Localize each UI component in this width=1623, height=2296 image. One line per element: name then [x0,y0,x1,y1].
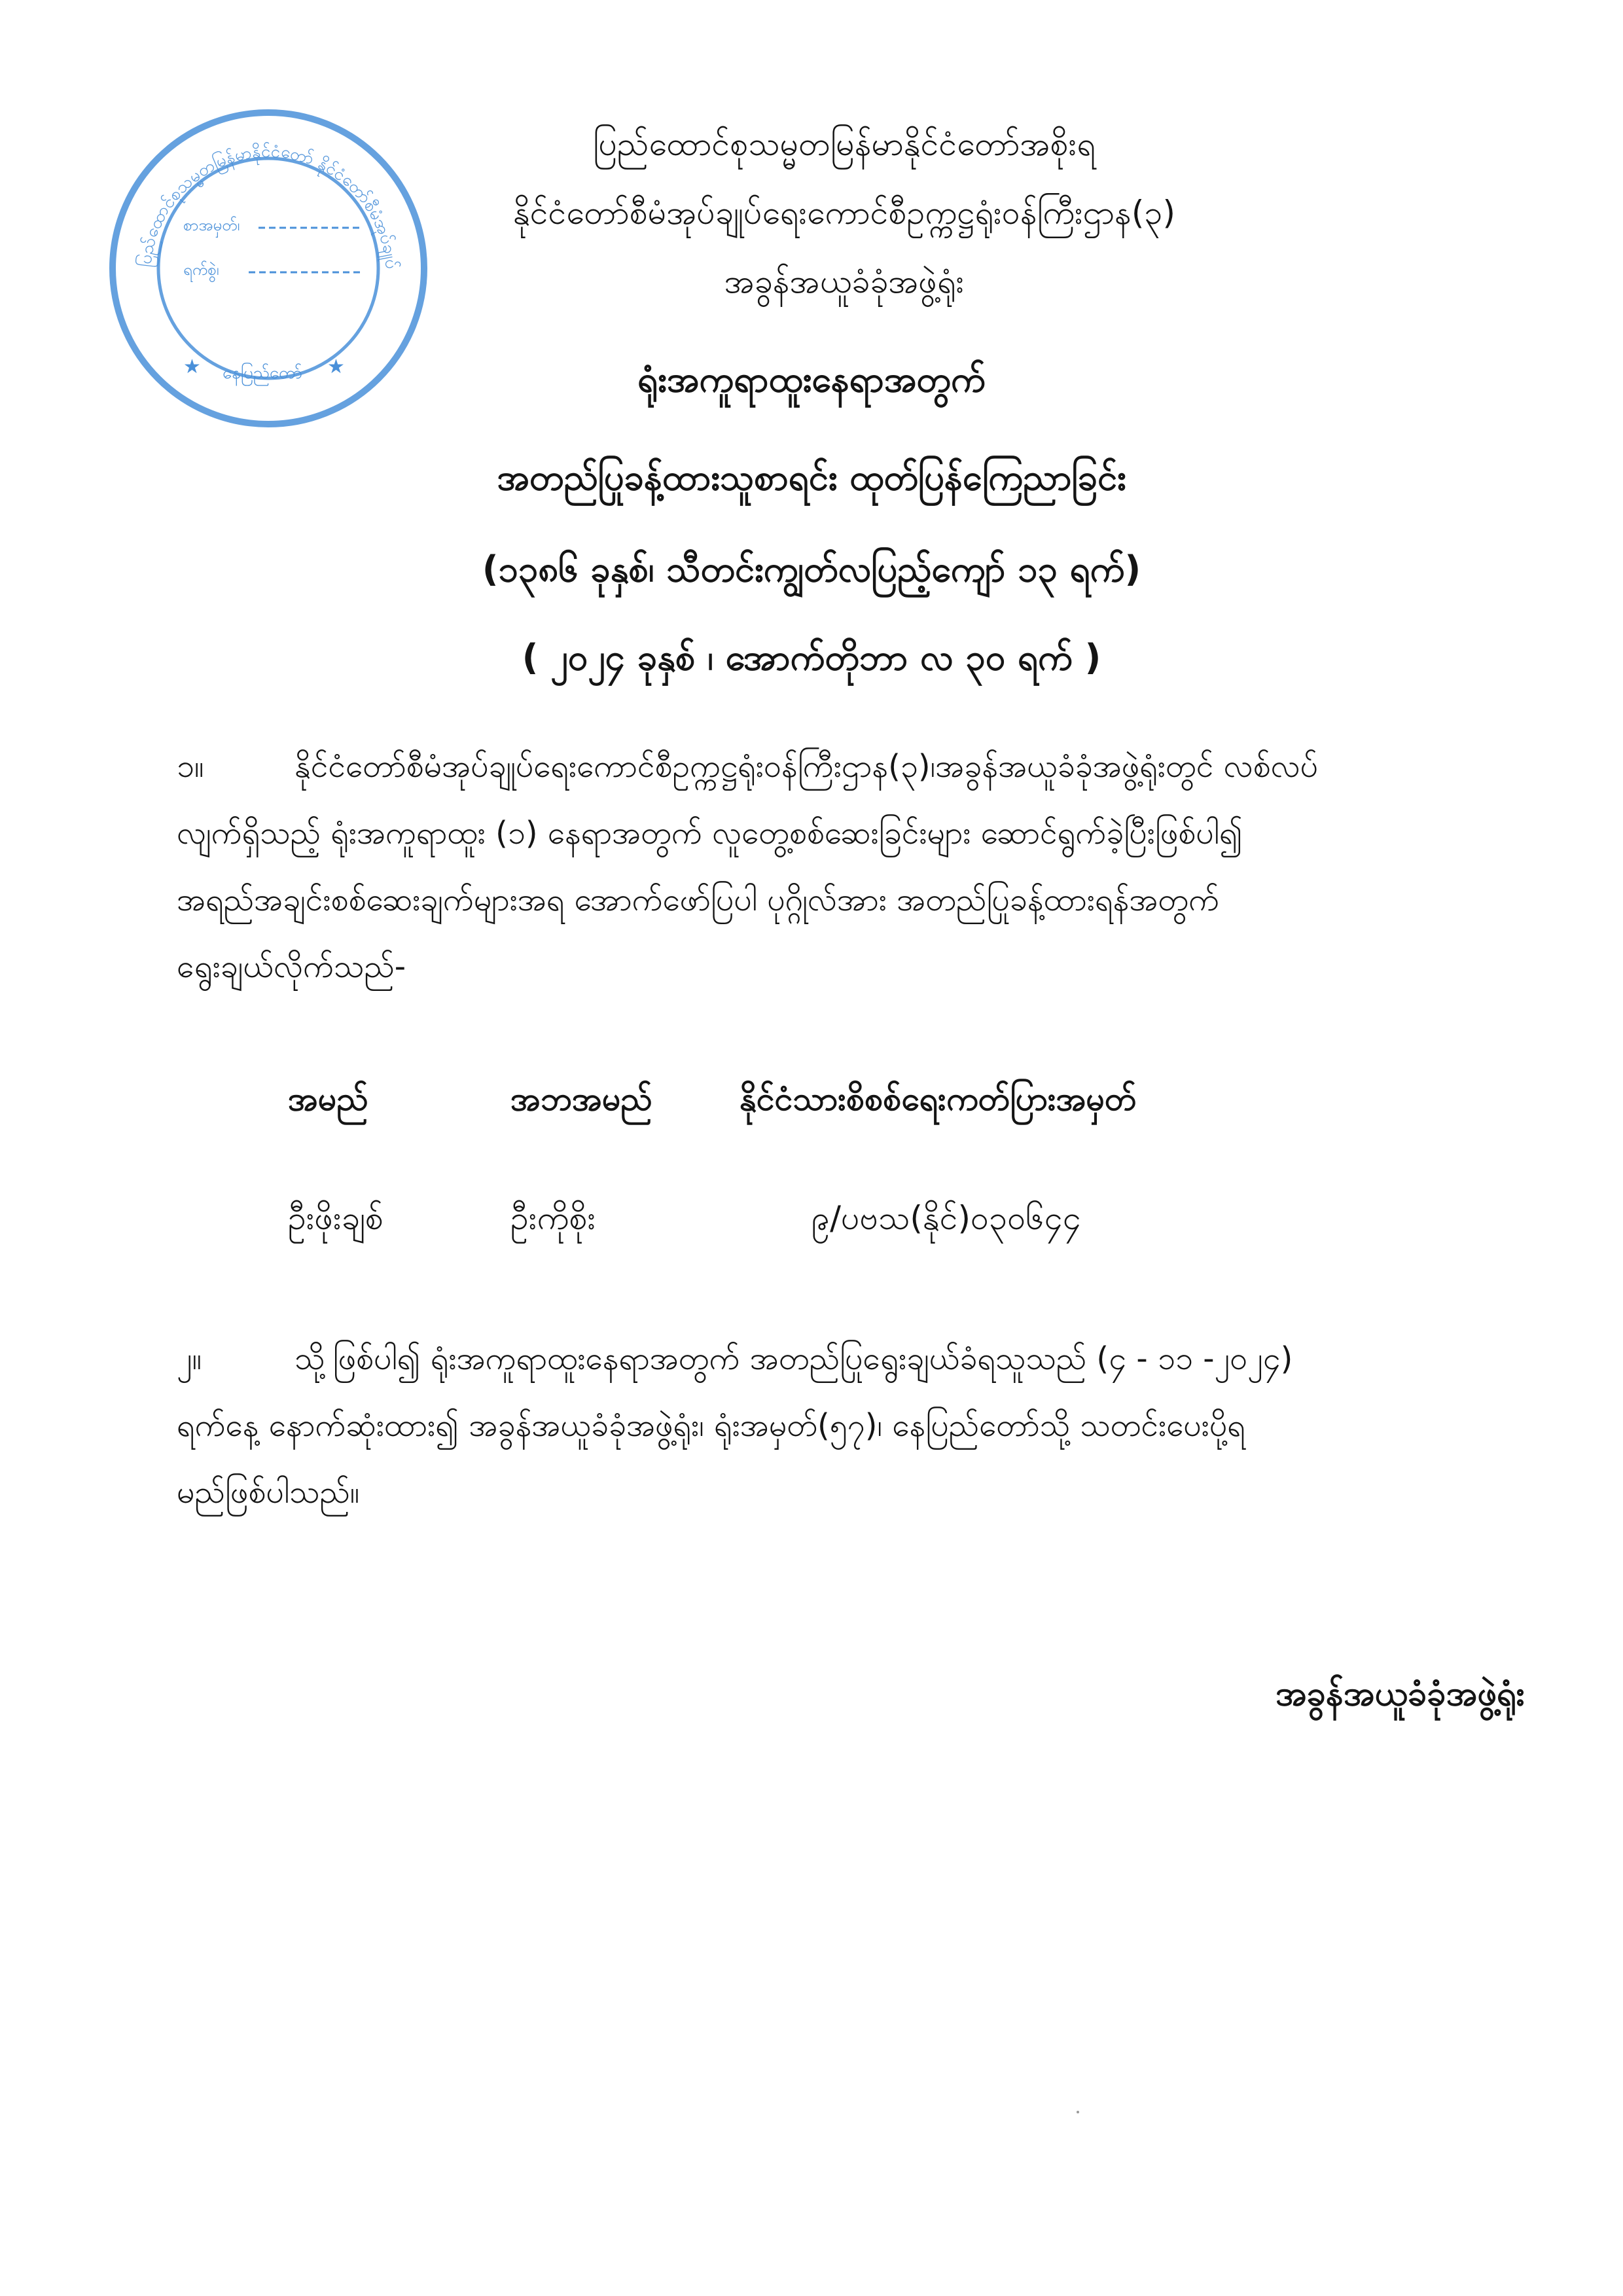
paragraph-2 [177,1325,1525,1535]
seal-bottom-text: နေပြည်တော် [223,363,303,383]
cell-father-name: ဦးကိုစိုး [510,1199,596,1237]
cell-name: ဦးဖိုးချစ် [288,1199,383,1237]
paragraph-number: ၂။ [177,1340,202,1377]
title-line-4: ( ၂၀၂၄ ခုနှစ် ၊ အောက်တိုဘာ လ ၃၀ ရက် ) [522,637,1101,678]
title-line-3: (၁၃၈၆ ခုနှစ်၊ သီတင်းကျွတ်လပြည့်ကျော် ၁၃ ရက်) [482,548,1141,590]
seal-star-right: ★ [327,355,345,378]
paragraph-line: ရွေးချယ်လိုက်သည်- [177,948,406,985]
paragraph-line: နိုင်ငံတော်စီမံအုပ်ချုပ်ရေးကောင်စီဥက္ကဋ္ဌရုံးဝန်ကြီးဌာန(၃)၊အခွန်အယူခံခုံအဖွဲ့ရုံးတွင် လစ်လပ် [294,748,1318,785]
paragraph-line: အရည်အချင်းစစ်ဆေးချက်များအရ အောက်ဖော်ပြပါ ပုဂ္ဂိုလ်အား အတည်ပြုခန့်ထားရန်အတွက် [177,882,1220,918]
column-header-name: အမည် [288,1080,368,1118]
seal-ring-text: ပြည်ထောင်စုသမ္မတမြန်မာနိုင်ငံတော် နိုင်ငံတော်စီမံအုပ်ချုပ်ရေးကောင်စီဥက္ကဋ္ဌရုံးဝန်ကြီးဌာန(၃) [135,141,401,270]
title-line-2: အတည်ပြုခန့်ထားသူစာရင်း ထုတ်ပြန်ကြေညာခြင်း [497,457,1126,498]
seal-star-left: ★ [183,355,201,378]
header-line-2: နိုင်ငံတော်စီမံအုပ်ချုပ်ရေးကောင်စီဥက္ကဋ္ဌရုံးဝန်ကြီးဌာန(၃) [512,194,1176,232]
paragraph-line: ရက်နေ့ နောက်ဆုံးထား၍ အခွန်အယူခံခုံအဖွဲ့ရုံး၊ ရုံးအမှတ်(၅၇)၊ နေပြည်တော်သို့ သတင်းပေးပို့ရ [177,1407,1245,1444]
header-line-3: အခွန်အယူခံခုံအဖွဲ့ရုံး [724,262,965,300]
paragraph-number: ၁။ [177,748,204,785]
column-header-father-name: အဘအမည် [510,1080,652,1118]
column-header-nrc: နိုင်ငံသားစိစစ်ရေးကတ်ပြားအမှတ် [740,1080,1137,1118]
header-line-1: ပြည်ထောင်စုသမ္မတမြန်မာနိုင်ငံတော်အစိုးရ [593,125,1096,163]
title-line-1: ရုံးအကူရာထူးနေရာအတွက် [637,359,986,400]
paragraph-line: လျက်ရှိသည့် ရုံးအကူရာထူး (၁) နေရာအတွက် လူတွေ့စစ်ဆေးခြင်းများ ဆောင်ရွက်ခဲ့ပြီးဖြစ်ပါ၍ [177,815,1243,852]
cell-nrc: ၉/ပဗသ(နိုင်)၀၃၀၆၄၄ [812,1199,1081,1237]
paragraph-1 [177,733,1525,1008]
seal-field-one: စာအမှတ်၊ [183,216,240,234]
signoff-office: အခွန်အယူခံခုံအဖွဲ့ရုံး [1275,1674,1525,1713]
paragraph-line: မည်ဖြစ်ပါသည်။ [177,1474,360,1511]
scan-speck [1077,2111,1079,2113]
seal-field-two: ရက်စွဲ၊ [183,260,219,279]
paragraph-line: သို့ဖြစ်ပါ၍ ရုံးအကူရာထူးနေရာအတွက် အတည်ပြုရွေးချယ်ခံရသူသည် (၄ - ၁၁ -၂၀၂၄) [294,1340,1293,1377]
